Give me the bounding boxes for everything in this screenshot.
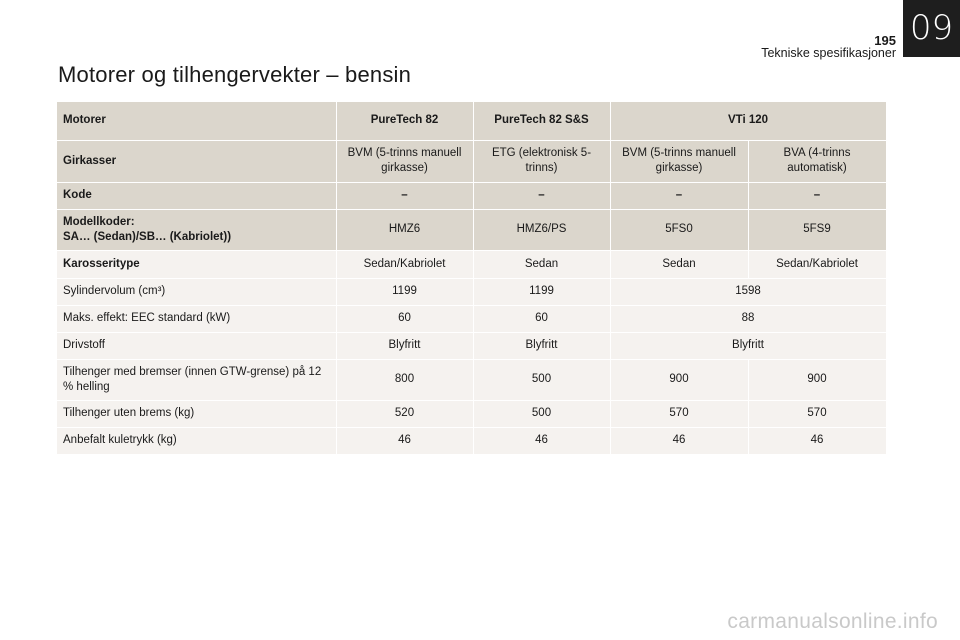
table-cell: Sedan/Kabriolet: [336, 250, 473, 278]
row-label: Anbefalt kuletrykk (kg): [57, 427, 336, 454]
table-cell: Blyfritt: [473, 332, 610, 359]
table-cell: 1199: [473, 278, 610, 305]
watermark: carmanualsonline.info: [727, 610, 938, 633]
row-label: Tilhenger med bremser (innen GTW-grense) på 12 % helling: [57, 359, 336, 400]
table-cell: HMZ6/PS: [473, 209, 610, 250]
table-cell: 46: [610, 427, 748, 454]
chapter-tab: 09: [903, 0, 960, 57]
table-row-modellkoder: [57, 209, 886, 250]
section-name: Tekniske spesifikasjoner: [761, 46, 896, 60]
row-label: Karosseritype: [57, 250, 336, 278]
table-row-kode: [57, 182, 886, 209]
table-cell: Sedan: [610, 250, 748, 278]
table-cell: 5FS9: [748, 209, 886, 250]
table-cell: 1199: [336, 278, 473, 305]
table-cell: –: [473, 182, 610, 209]
table-cell: Sedan/Kabriolet: [748, 250, 886, 278]
table-cell: –: [748, 182, 886, 209]
table-cell: 900: [610, 359, 748, 400]
table-cell: 570: [748, 400, 886, 427]
table-cell: 900: [748, 359, 886, 400]
table-row-maks-effekt: [57, 305, 886, 332]
table-cell: 520: [336, 400, 473, 427]
table-cell: Sedan: [473, 250, 610, 278]
table-cell: 1598: [610, 278, 886, 305]
header-vti-120: VTi 120: [610, 102, 886, 140]
table-cell: 60: [336, 305, 473, 332]
table-cell: BVM (5-trinns manuell girkasse): [336, 140, 473, 182]
page-number: 195: [874, 33, 896, 48]
row-label: Tilhenger uten brems (kg): [57, 400, 336, 427]
table-cell: –: [610, 182, 748, 209]
table-row-tilhenger-med-bremser: [57, 359, 886, 400]
table-cell: 5FS0: [610, 209, 748, 250]
row-label: Maks. effekt: EEC standard (kW): [57, 305, 336, 332]
table-cell: 46: [748, 427, 886, 454]
header-puretech-82: PureTech 82: [336, 102, 473, 140]
table-row-tilhenger-uten-brems: [57, 400, 886, 427]
table-row-girkasser: [57, 140, 886, 182]
table-cell: 800: [336, 359, 473, 400]
table-cell: 500: [473, 359, 610, 400]
row-label: Kode: [57, 182, 336, 209]
row-label-line: Modellkoder:: [63, 215, 135, 228]
table-row-karosseritype: [57, 250, 886, 278]
table-cell: 500: [473, 400, 610, 427]
table-cell: Blyfritt: [336, 332, 473, 359]
table-cell: BVM (5-trinns manuell girkasse): [610, 140, 748, 182]
table-cell: Blyfritt: [610, 332, 886, 359]
table-cell: BVA (4-trinns automatisk): [748, 140, 886, 182]
table-cell: 570: [610, 400, 748, 427]
table-cell: ETG (elektronisk 5-trinns): [473, 140, 610, 182]
table-cell: HMZ6: [336, 209, 473, 250]
row-label: Sylindervolum (cm³): [57, 278, 336, 305]
table-cell: –: [336, 182, 473, 209]
table-cell: 60: [473, 305, 610, 332]
table-header-row: [57, 102, 886, 140]
row-label-line: SA… (Sedan)/SB… (Kabriolet)): [63, 230, 232, 243]
table-cell: 88: [610, 305, 886, 332]
row-label: [57, 209, 336, 250]
table-row-sylindervolum: [57, 278, 886, 305]
page-title: Motorer og tilhengervekter – bensin: [58, 62, 412, 87]
table-cell: 46: [336, 427, 473, 454]
table-row-kuletrykk: [57, 427, 886, 454]
table-row-drivstoff: [57, 332, 886, 359]
header-motorer: Motorer: [57, 102, 336, 140]
row-label: Drivstoff: [57, 332, 336, 359]
header-puretech-82-ss: PureTech 82 S&S: [473, 102, 610, 140]
engine-spec-table: [57, 102, 887, 455]
row-label: Girkasser: [57, 140, 336, 182]
table-cell: 46: [473, 427, 610, 454]
